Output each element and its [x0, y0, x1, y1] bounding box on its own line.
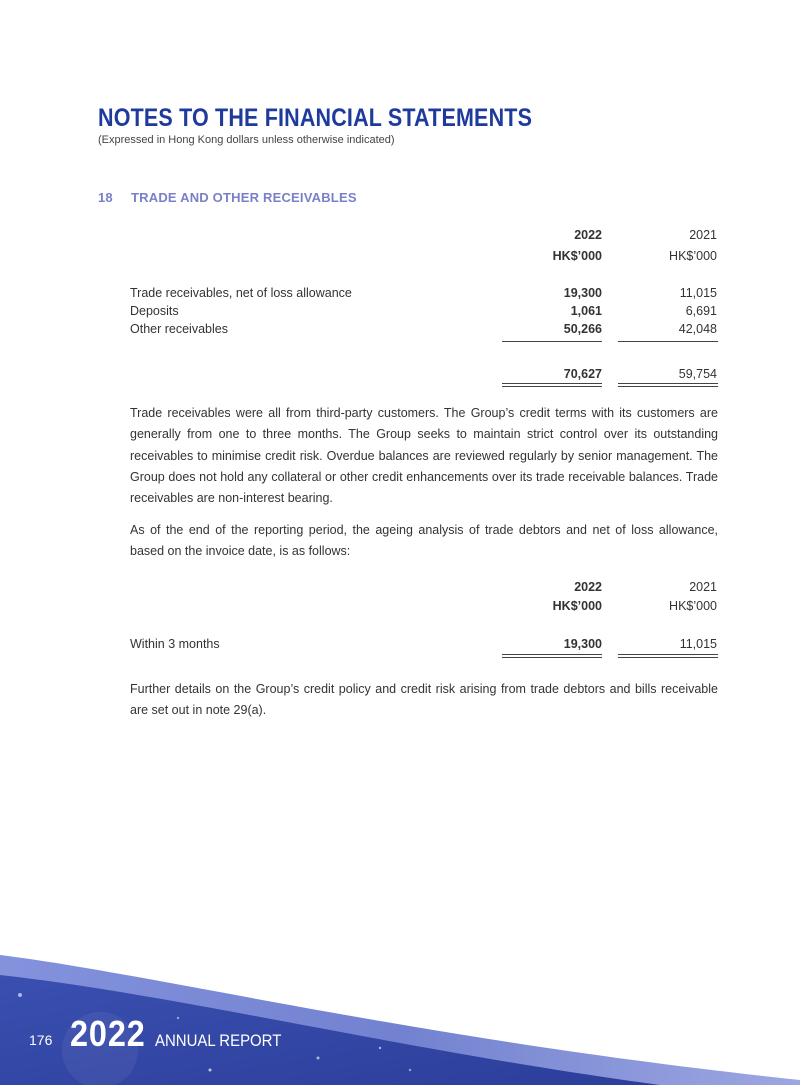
row-value-2021: 11,015: [679, 637, 717, 651]
total-double-rule-2022: [502, 383, 602, 387]
row-label: Deposits: [130, 304, 179, 318]
page-number: 176: [29, 1032, 53, 1048]
subtotal-rule-2021: [618, 341, 718, 342]
unit-header-2022: HK$’000: [552, 249, 602, 263]
report-year: 2022: [70, 1013, 146, 1054]
report-label: ANNUAL REPORT: [155, 1031, 282, 1050]
row-label: Other receivables: [130, 322, 228, 336]
paragraph-ageing-intro: As of the end of the reporting period, the ageing analysis of trade debtors and net of loss allowance, based on the invoice date, is as follows:: [130, 523, 718, 559]
unit-header-2022: HK$’000: [552, 599, 602, 613]
row-value-2022: 19,300: [563, 286, 602, 300]
row-label: Trade receivables, net of loss allowance: [130, 286, 352, 300]
total-double-rule-2021: [618, 383, 718, 387]
total-2022: 70,627: [563, 367, 602, 381]
total-double-rule-2021: [618, 654, 718, 658]
section-title: TRADE AND OTHER RECEIVABLES: [131, 190, 357, 205]
total-2021: 59,754: [678, 367, 717, 381]
column-header-2021: 2021: [689, 228, 717, 242]
unit-header-2021: HK$’000: [669, 249, 717, 263]
row-value-2022: 50,266: [563, 322, 602, 336]
row-value-2021: 11,015: [679, 286, 717, 300]
paragraph-further-details: Further details on the Group’s credit policy and credit risk arising from trade debtors and bills receivable are set out in note 29(a).: [130, 682, 718, 718]
row-value-2021: 6,691: [685, 304, 717, 318]
subtotal-rule-2022: [502, 341, 602, 342]
column-header-2022: 2022: [574, 228, 602, 242]
page-title: NOTES TO THE FINANCIAL STATEMENTS: [98, 104, 533, 132]
row-value-2022: 19,300: [563, 637, 602, 651]
section-number: 18: [98, 190, 113, 205]
unit-header-2021: HK$’000: [669, 599, 717, 613]
section-heading: [98, 190, 357, 205]
column-header-2021: 2021: [689, 580, 717, 594]
page-subtitle: (Expressed in Hong Kong dollars unless otherwise indicated): [98, 134, 395, 146]
total-double-rule-2022: [502, 654, 602, 658]
row-value-2022: 1,061: [570, 304, 602, 318]
row-value-2021: 42,048: [678, 322, 717, 336]
column-header-2022: 2022: [574, 580, 602, 594]
footer-wave-graphic: [0, 930, 800, 1085]
paragraph-credit-terms: Trade receivables were all from third-party customers. The Group’s credit terms with its customers are generally from one to three months. The Group seeks to maintain strict control over its outstanding receivables to minimise credit risk. Overdue balances are reviewed regularly by senior management. The Group does not hold any collateral or other credit enhancements over its trade receivable balances. Trade receivables are non-interest bearing.: [130, 406, 718, 506]
row-label: Within 3 months: [130, 637, 220, 651]
